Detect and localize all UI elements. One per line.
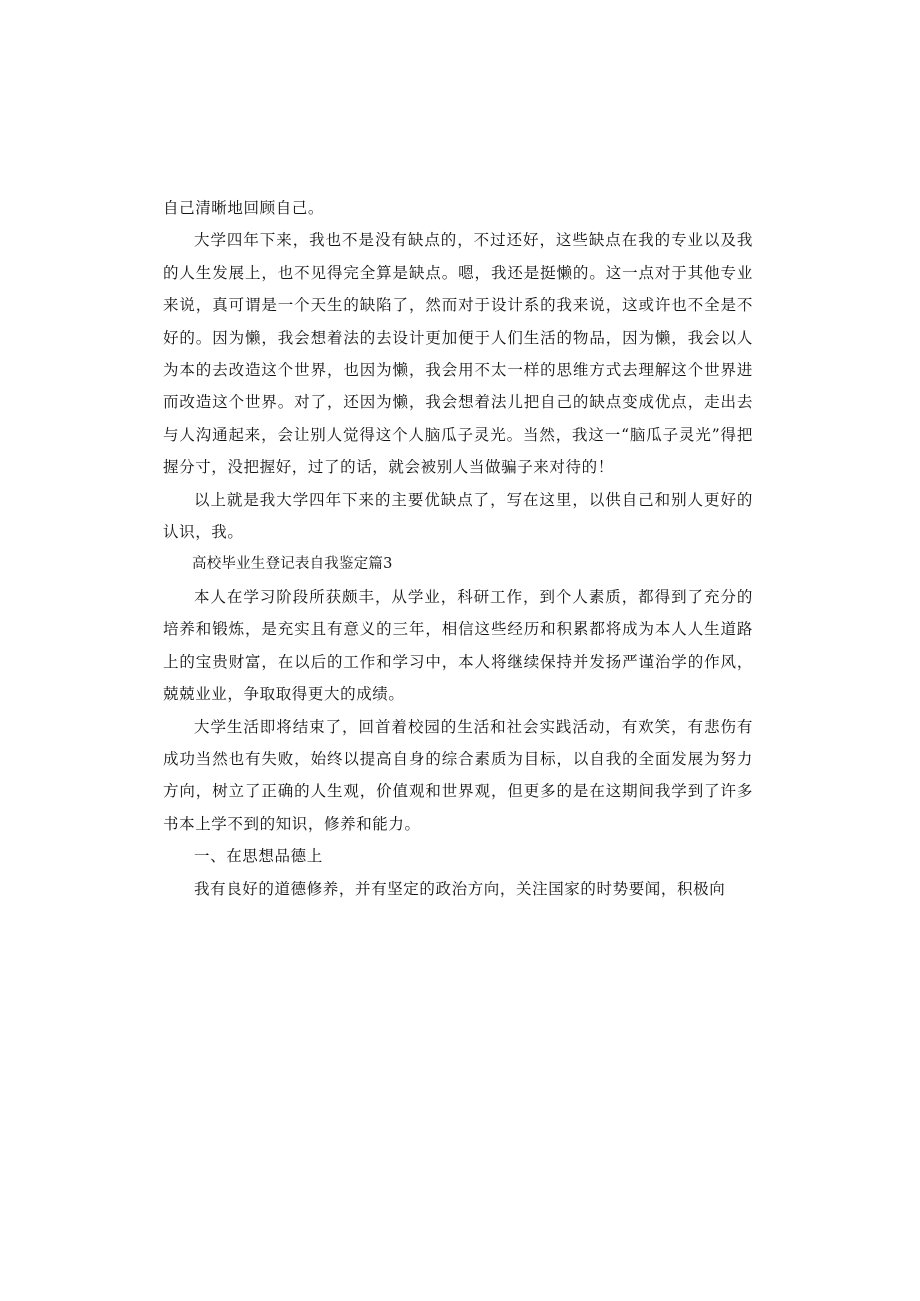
paragraph-moral-cultivation: 我有良好的道德修养，并有坚定的政治方向，关注国家的时势要闻，积极向 <box>194 879 726 898</box>
section-heading: 高校毕业生登记表自我鉴定篇3 <box>192 556 393 573</box>
paragraph-shortcomings: 大学四年下来，我也不是没有缺点的，不过还好，这些缺点在我的专业以及我的人生发展上，也不见得完全算是缺点。嗯，我还是挺懒的。这一点对于其他专业来说，真可谓是一个天生的缺陷了，然而对于设计系的我来说，这或许也不全是不好的。因为懒，我会想着法的去设计更加便于人们生活的物品，因为懒，我会以人为本的去改造这个世界，也因为懒，我会用不太一样的思维方式去理解这个世界进而改造这个世界。对了，还因为懒，我会想着法儿把自己的缺点变成优点，走出去与人沟通起来，会让别人觉得这个人脑瓜子灵光。当然，我这一“脑瓜子灵光”得把握分寸，没把握好，过了的话，就会被别人当做骗子来对待的！ <box>163 231 753 477</box>
document-body <box>163 192 753 905</box>
paragraph-university-life: 大学生活即将结束了，回首着校园的生活和社会实践活动，有欢笑，有悲伤有成功当然也有失败，始终以提高自身的综合素质为目标，以自我的全面发展为努力方向，树立了正确的人生观，价值观和世界观，但更多的是在这期间我学到了许多书本上学不到的知识，修养和能力。 <box>163 717 753 833</box>
paragraph-continuation: 自己清晰地回顾自己。 <box>163 199 325 217</box>
subheading-ideology-morality: 一、在思想品德上 <box>194 847 323 866</box>
paragraph-study-achievements: 本人在学习阶段所获颇丰，从学业，科研工作，到个人素质，都得到了充分的培养和锻炼，是充实且有意义的三年，相信这些经历和积累都将成为本人人生道路上的宝贵财富，在以后的工作和学习中，本人将继续保持并发扬严谨治学的作风，兢兢业业，争取取得更大的成绩。 <box>163 587 753 704</box>
paragraph-summary: 以上就是我大学四年下来的主要优缺点了，写在这里，以供自己和别人更好的认识，我。 <box>163 490 753 542</box>
